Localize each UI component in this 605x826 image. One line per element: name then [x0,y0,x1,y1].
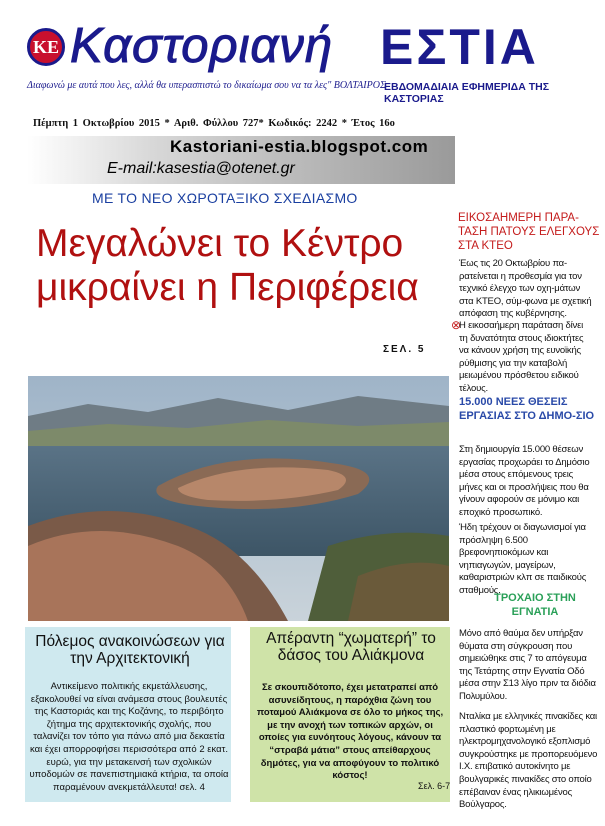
jobs-text-1: Στη δημιουργία 15.000 θέσεων εργασίας προχωράει το Δημόσιο μέσα στους επόμενους τρεις μήνες και οι προσλήψεις που θα γίνουν αφορούν σε μόνιμο και εποχικό προσωπικό. [459,444,590,518]
bullet-icon: ⊗ [451,318,462,332]
architecture-headline: Πόλεμος ανακοινώσεων για την Αρχιτεκτονική [35,633,225,667]
architecture-text [29,681,229,794]
main-story-page-ref: ΣΕΛ. 5 [383,344,426,355]
kastoria-photo [28,376,449,621]
logo [27,28,65,66]
accident-text-1: Μόνο από θαύμα δεν υπήρξαν θύματα στη σύγκρουση που σημειώθηκε στις 7 το απόγευμα της Τετάρτης στην Εγνατία Οδό μέσα στην Σ13 λίγο πριν τα διόδια Πολυμύλου. [459,628,596,702]
accident-headline: ΤΡΟΧΑΙΟ ΣΤΗΝ ΕΓΝΑΤΙΑ [494,592,576,618]
masthead-weekly-tag: ΕΒΔΟΜΑΔΙΑΙΑ ΕΦΗΜΕΡΙΔΑ ΤΗΣ ΚΑΣΤΟΡΙΑΣ [384,81,550,105]
aliakmonas-text: Σε σκουπιδότοπο, έχει μετατραπεί από ασυνείδητους, η παρόχθια ζώνη του ποταμού Αλιάκμονα σε όλο το μήκος της, με την ανοχή των τοπικών αρχών, οι οποίες για ευνόητους λόγους, κάνουν τα “στραβά μάτια” στους απείθαρχους δημότες, για να αποφύγουν το πολιτικό κόστος! [256,682,444,782]
masthead-quote: Διαφωνώ με αυτά που λες, αλλά θα υπερασπιστώ το δικαίωμα σου να τα λες" ΒΟΛΤΑΙΡΟΣ [27,80,386,91]
jobs-text-2: Ήδη τρέχουν οι διαγωνισμοί για πρόσληψη 6.500 βρεφονηπιοκόμων και νηπιαγωγών, μαγείρων, καθαριστριών κλπ σε παιδικούς σταθμούς. [459,522,587,596]
blog-link[interactable]: Kastoriani-estia.blogspot.com [170,137,429,156]
architecture-body: Αντικείμενο πολιτικής εκμετάλλευσης, εξακολουθεί να είναι ανάμεσα στους βουλευτές της Καστοριάς και της Κοζάνης, το περιβόητο ζήτημα της αρχιτεκτονικής σχολής, που ταλανίζει τον τόπο για πάνω από μια δεκαετία και έχει απορροφήσει περισσότερα από 2 εκατ. ευρώ, για την μετακεινσή των σχολικών υποδομών σε πανεπιστημιακά κτήρια, τα οποία παραμένουν ανεκμετάλλευτα! [29,681,229,793]
main-story-kicker: ΜΕ ΤΟ ΝΕΟ ΧΩΡΟΤΑΞΙΚΟ ΣΧΕΔΙΑΣΜΟ [92,190,358,206]
accident-text-2: Νταλίκα με ελληνικές πινακίδες και πλαστικό φορτωμένη με ηλεκτρομηχανολογικό εξοπλισμό συγκρούστηκε με προπορευόμενο Ι.Χ. επιβατικό αυτοκίνητο με βουλγαρικές πινακίδες στο οποίο επέβαιναν ένας ηλικιωμένος Βούλγαρος. [459,711,598,811]
masthead-title-script: Καστοριανή [70,19,334,73]
architecture-page-ref: σελ. 4 [179,781,205,793]
logo-letters: KE [32,37,59,57]
email-link[interactable]: E-mail:kasestia@otenet.gr [107,160,295,177]
masthead-title-bold: ΕΣΤΙΑ [380,19,539,75]
main-headline-line2: μικραίνει η Περιφέρεια [36,266,419,309]
aliakmonas-page-ref: Σελ. 6-7 [418,781,451,791]
aliakmonas-headline: Απέραντη “χωματερή” το δάσος του Αλιάκμονα [266,630,436,664]
ktep-text-1: Έως τις 20 Οκτωβρίου πα-ρατείνεται η προθεσμία για τον τεχνικό έλεγχο των οχη-μάτων στα ΚΤΕΟ, σύμ-φωνα με σχετική απόφαση της κυβέρνησης. [459,258,592,320]
ktep-text-2: Η εικοσαήμερη παράταση δίνει τη δυνατότητα στους ιδιοκτήτες να κάνουν χρήση της ευνοϊκής ρύθμισης για την καταβολή μειωμένου πρόσθετου ειδικού τέλους. [459,320,584,394]
ktep-headline: ΕΙΚΟΣΑΗΜΕΡΗ ΠΑΡΑ-ΤΑΣΗ ΠΑΤΟΥΣ ΕΛΕΓΧΟΥΣ ΣΤΑ ΚΤΕΟ [458,212,600,252]
issue-line: Πέμπτη 1 Οκτωβρίου 2015 * Αριθ. Φύλλου 727* Κωδικός: 2242 * Έτος 16ο [33,118,395,129]
jobs-headline: 15.000 ΝΕΕΣ ΘΕΣΕΙΣ ΕΡΓΑΣΙΑΣ ΣΤΟ ΔΗΜΟ-ΣΙΟ [459,396,595,422]
main-headline-line1: Μεγαλώνει το Κέντρο [36,222,404,265]
